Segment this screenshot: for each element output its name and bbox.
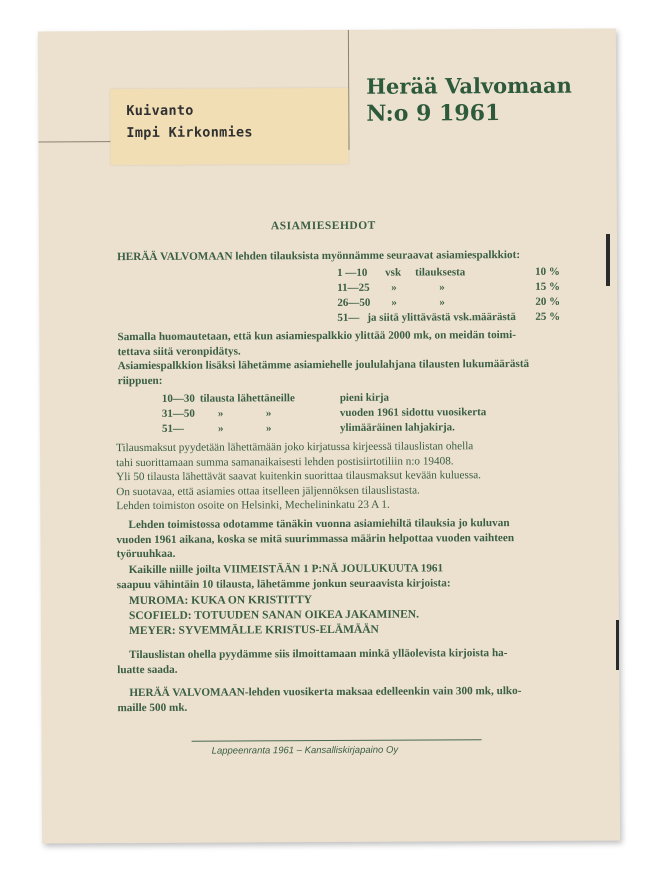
commission-range: 26—50: [337, 296, 371, 309]
commission-col-a: vsk: [385, 266, 402, 279]
label-line-1: Kuivanto: [126, 102, 194, 120]
masthead-issue: N:o 9 1961: [366, 100, 501, 127]
text-line: On suotavaa, että asiamies ottaa itselleen jäljennöksen tilauslistasta.: [116, 484, 420, 498]
text-line: vuoden 1961 aikana, koska se mitä suurimmassa määrin helpottaa vuoden vaihteen: [116, 531, 515, 546]
text-line: Yli 50 tilausta lähettävät saavat kuitenkin suorittaa tilausmaksut kevään kuluessa.: [116, 469, 481, 484]
footer-rule: [192, 739, 482, 742]
book-item: MEYER: SYVEMMÄLLE KRISTUS-ELÄMÄÄN: [128, 623, 379, 638]
gift-range: 51—: [161, 422, 184, 435]
text-line: saapuu vähintäin 10 tilausta, lähetämme jonkun seuraavista kirjoista:: [116, 576, 451, 591]
address-label: [110, 88, 348, 165]
commission-col-a: ja siitä ylittävästä vsk.määrästä: [367, 311, 516, 324]
text-line: luatte saada.: [117, 663, 178, 676]
paragraph-payment: [116, 439, 481, 513]
commission-col-b: »: [439, 296, 445, 309]
commission-pct: 15 %: [535, 280, 561, 293]
gift-col-a: »: [217, 407, 224, 420]
text-line: tahi suorittamaan summa samanaikaisesti lehden postisiirtotiliin n:o 19408.: [116, 454, 454, 469]
commission-pct: 10 %: [535, 265, 560, 278]
text-line: maille 500 mk.: [117, 701, 188, 714]
gift-col-a: tilausta lähettäneille: [199, 392, 295, 405]
commission-col-a: »: [391, 296, 397, 309]
paragraph-tax: [117, 328, 516, 359]
commission-col-a: »: [391, 281, 397, 294]
book-list: [129, 593, 419, 640]
paragraph-choose-book: [117, 646, 507, 677]
commission-col-b: tilauksesta: [415, 266, 466, 279]
text-line: työruuhkaa.: [116, 547, 176, 561]
commission-pct: 20 %: [535, 295, 561, 308]
commission-range: 1 —10: [337, 266, 368, 279]
text-line: Asiamiespalkkion lisäksi lähetämme asiamiehelle joululahjana tilausten lukumäärästä: [117, 357, 530, 373]
intro-text: HERÄÄ VALVOMAAN lehden tilauksista myönnämme seuraavat asiamiespalkkiot:: [117, 248, 521, 264]
gift-col-a: »: [217, 422, 224, 435]
text-line: Kaikille niille joilta VIIMEISTÄÄN 1 P:NÄ JOULUKUUTA 1961: [128, 562, 444, 577]
gift-name: ylimääräinen lahjakirja.: [339, 421, 455, 434]
book-item: SCOFIELD: TOTUUDEN SANAN OIKEA JAKAMINEN.: [128, 608, 419, 623]
label-line-2: Impi Kirkonmies: [126, 124, 253, 142]
section-heading: ASIAMIESEHDOT: [270, 219, 376, 233]
text-line: Lehden toimistossa odotamme tänäkin vuonna asiamiehiltä tilauksia jo kuluvan: [128, 517, 510, 532]
paragraph-gifts-intro: [118, 357, 530, 388]
gift-range: 31—50: [161, 407, 195, 420]
commission-range: 11—25: [337, 281, 370, 294]
text-line: Lehden toimiston osoite on Helsinki, Mechelininkatu 23 A 1.: [116, 498, 390, 513]
text-line: Tilauslistan ohella pyydämme siis ilmoittamaan minkä ylläolevista kirjoista ha-: [129, 647, 508, 662]
commission-pct: 25 %: [535, 310, 561, 323]
gift-range: 10—30: [161, 392, 195, 405]
commission-col-b: »: [439, 281, 445, 294]
text-line: tettava siitä veronpidätys.: [117, 344, 241, 358]
gift-name: vuoden 1961 sidottu vuosikerta: [339, 406, 487, 419]
text-line: HERÄÄ VALVOMAAN-lehden vuosikerta maksaa edelleenkin vain 300 mk, ulko-: [129, 684, 522, 700]
text-line: riippuen:: [117, 374, 163, 387]
paragraph-office: [116, 516, 514, 562]
gift-col-b: »: [265, 407, 272, 420]
binding-mark: [616, 620, 619, 670]
text-line: Samalla huomautetaan, että kun asiamiespalkkio ylittää 2000 mk, on meidän toimi-: [117, 329, 516, 344]
book-item: MUROMA: KUKA ON KRISTITTY: [128, 594, 312, 608]
masthead-title: Herää Valvomaan: [366, 72, 572, 99]
text-line: Tilausmaksut pyydetään lähettämään joko kirjatussa kirjeessä tilauslistan ohella: [116, 440, 474, 455]
gift-col-b: »: [265, 422, 272, 435]
masthead: [366, 73, 572, 127]
binding-mark: [606, 234, 610, 286]
commission-range: 51—: [337, 311, 360, 324]
gift-name: pieni kirja: [339, 391, 390, 404]
document-page: [38, 28, 620, 843]
paragraph-deadline: [117, 561, 451, 592]
printer-imprint: Lappeenranta 1961 – Kansalliskirjapaino Oy: [211, 744, 399, 757]
paragraph-price: [117, 684, 521, 715]
